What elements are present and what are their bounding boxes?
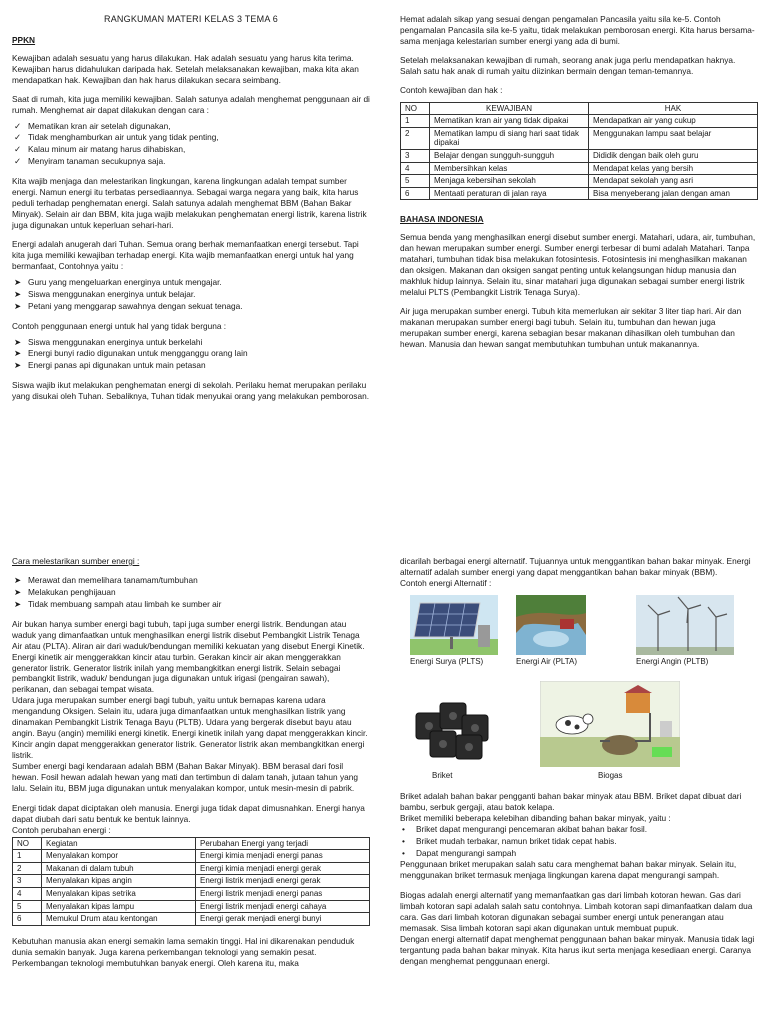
arrow-icon: ➤	[14, 360, 21, 371]
briquette-image	[410, 685, 494, 763]
list-item: ✓ Tidak menghamburkan air untuk yang tidak penting,	[14, 132, 219, 143]
check-icon: ✓	[14, 156, 21, 167]
caption-wind: Energi Angin (PLTB)	[636, 656, 709, 666]
paragraph: Air juga merupakan sumber energi. Tubuh kita memerlukan air sekitar 3 liter tiap hari. Air dan makanan merupakan sumber energi bagi tubuh. Selain itu, tumbuhan dan hewan juga merupakan sumber energi, karena sebagian besar makanan dihasilkan oleh tumbuhan dan hewan. Manusia dan hewan sangat membutuhkan tumbuhan untuk makanannya.	[400, 305, 742, 349]
bullet-icon: •	[402, 847, 405, 858]
paragraph: Penggunaan briket merupakan salah satu cara menghemat bahan bakar minyak. Selain itu, menggunakan briket termasuk menjaga lingkungan karena dapat mengurangi sampah.	[400, 859, 737, 881]
paragraph: Siswa wajib ikut melakukan penghematan energi di sekolah. Perilaku hemat merupakan perilaku yang disukai oleh Tuhan. Sebaliknya, Tuhan tidak menyukai orang yang melakukan pemborosan.	[12, 380, 369, 402]
list-item: ✓ Kalau minum air matang harus dihabiskan,	[14, 144, 186, 155]
table-header-row	[13, 837, 370, 850]
list-item: ➤ Energi panas api digunakan untuk main petasan	[14, 360, 206, 371]
table-row: 1 Mematikan kran air yang tidak dipakai Mendapatkan air yang cukup	[401, 115, 758, 128]
check-icon: ✓	[14, 144, 21, 155]
paragraph: Udara juga merupakan sumber energi bagi tubuh, yaitu untuk bernapas karena udara mengandung Oksigen. Selain itu, udara juga dimanfaatkan untuk menghasilkan listrik yang dinamakan Pembangkit Listrik Tenaga Bayu (PLTB). Udara yang bergerak disebut bayu atau angin. Bayu (angin) memiliki energi kinetik. Energi kinetik inilah yang dapat menggerakkan kincir. Kincir angin dapat menggerakkan generator listrik. Generator listrik akan membangkitkan energi listrik.	[12, 695, 368, 760]
col-kegiatan: Kegiatan	[42, 837, 196, 850]
useful-energy-list	[12, 277, 370, 312]
caption-solar: Energi Surya (PLTS)	[410, 656, 484, 666]
bullet-icon: •	[402, 823, 405, 834]
biogas-image	[540, 681, 680, 767]
wind-turbine-image	[636, 595, 734, 655]
table-row: 6 Memukul Drum atau kentongan Energi gerak menjadi energi bunyi	[13, 913, 370, 926]
arrow-icon: ➤	[14, 276, 21, 287]
paragraph: Energi tidak dapat diciptakan oleh manusia. Energi juga tidak dapat dimusnahkan. Energi hanya dapat diubah dari satu bentuk ke bentuk lainnya.	[12, 802, 365, 824]
paragraph: Contoh kewajiban dan hak :	[400, 84, 503, 95]
ppkn-heading: PPKN	[12, 34, 36, 45]
arrow-icon: ➤	[14, 336, 21, 347]
paragraph: Biogas adalah energi alternatif yang memanfaatkan gas dari limbah kotoran hewan. Gas dari limbah kotoran sapi adalah salah satu contohnya. Limbah kotoran sapi dimanfaatkan dalam dua cara. Gas dari limbah kotoran digunakan sebagai sumber energi untuk penerangan atau memasak. Sisa limbah kotoran sapi akan digunakan untuk membuat pupuk.	[400, 890, 753, 934]
caption-biogas: Biogas	[598, 770, 623, 780]
paragraph: Saat di rumah, kita juga memiliki kewajiban. Salah satunya adalah menghemat penggunaan air di rumah. Menghemat air dapat dilakukan dengan cara :	[12, 93, 370, 115]
table-row: 3 Menyalakan kipas angin Energi listrik menjadi energi gerak	[13, 875, 370, 888]
paragraph: Sumber energi bagi kendaraan adalah BBM (Bahan Bakar Minyak). BBM berasal dari fosil hewan. Fosil hewan adalah hewan yang mati dan tertimbun di dalam tanah, jutaan tahun yang lalu. Selain itu, BBM juga digunakan untuk menyalakan kompor, untuk mesin-mesin di pabrik.	[12, 760, 358, 793]
table-row: 6 Mentaati peraturan di jalan raya Bisa menyeberang jalan dengan aman	[401, 187, 758, 200]
list-item: • Briket dapat mengurangi pencemaran akibat bahan bakar fosil.	[402, 823, 648, 834]
list-item: ➤ Petani yang menggarap sawahnya dengan sekuat tenaga.	[14, 300, 243, 311]
table-row: 3 Belajar dengan sungguh-sungguh Dididik dengan baik oleh guru	[401, 150, 758, 163]
paragraph: Briket memiliki beberapa kelebihan dibanding bahan bakar minyak, yaitu :	[400, 812, 671, 823]
table-row: 2 Makanan di dalam tubuh Energi kimia menjadi energi gerak	[13, 862, 370, 875]
hydro-power-image	[516, 595, 586, 655]
page2-right-column	[400, 556, 758, 975]
caption-briket: Briket	[432, 770, 453, 780]
alternative-energy-gallery	[400, 593, 758, 783]
list-item: ➤ Tidak membuang sampah atau limbah ke sumber air	[14, 598, 222, 609]
arrow-icon: ➤	[14, 586, 21, 597]
paragraph: Semua benda yang menghasilkan energi disebut sumber energi. Matahari, udara, air, tumbuhan, dan hewan merupakan sumber energi. Sumber energi terbesar di bumi adalah Matahari. Tanpa matahari, tumbuhan tidak bisa melakukan fotosintesis. Fotosintesis ini menghasilkan makanan dan oksigen. Makanan dan oksigen sangat penting untuk kelangsungan hidup manusia dan makhluk hidup lainnya. Selain itu, sinar matahari juga digunakan sebagai sumber energi listrik melalui PLTS (Pembangkit Listrik Tenaga Surya).	[400, 232, 756, 297]
conservation-list	[12, 575, 370, 610]
paragraph: Dengan energi alternatif dapat menghemat penggunaan bahan bakar minyak. Manusia tidak lagi tergantung pada bahan bakar minyak. Kita harus ikut serta menjaga kesediaan energi. Caranya dengan menghemat penggunaan energi.	[400, 934, 755, 966]
list-item: ✓ Menyiram tanaman secukupnya saja.	[14, 156, 166, 167]
col-kewajiban: KEWAJIBAN	[430, 102, 589, 115]
list-item: ✓ Mematikan kran air setelah digunakan,	[14, 120, 171, 131]
table-row: 5 Menjaga kebersihan sekolah Mendapat sekolah yang asri	[401, 175, 758, 188]
col-perubahan: Perubahan Energi yang terjadi	[196, 837, 370, 850]
list-item: • Briket mudah terbakar, namun briket tidak cepat habis.	[402, 835, 617, 846]
check-icon: ✓	[14, 132, 21, 143]
paragraph: Hemat adalah sikap yang sesuai dengan pengamalan Pancasila yaitu sila ke-5. Contoh pengamalan Pancasila sila ke-5 yaitu, tidak melakukan pemborosan energi. Kita harus bersama-sama menjaga kelestarian sumber energi yang ada di bumi.	[400, 14, 755, 46]
list-item: ➤ Guru yang mengeluarkan energinya untuk mengajar.	[14, 276, 222, 287]
list-item: ➤ Merawat dan memelihara tanamam/tumbuhan	[14, 574, 198, 585]
page-title: RANGKUMAN MATERI KELAS 3 TEMA 6	[104, 14, 278, 24]
arrow-icon: ➤	[14, 300, 21, 311]
briket-advantages-list	[400, 824, 758, 859]
check-icon: ✓	[14, 120, 21, 131]
caption-hydro: Energi Air (PLTA)	[516, 656, 578, 666]
page2-left-column	[12, 556, 370, 977]
arrow-icon: ➤	[14, 348, 21, 359]
paragraph: Contoh penggunaan energi untuk hal yang tidak berguna :	[12, 320, 227, 331]
bahasa-heading: BAHASA INDONESIA	[400, 214, 484, 225]
paragraph: Kita wajib menjaga dan melestarikan lingkungan, karena lingkungan adalah tempat sumber energi. Namun energi itu terbatas persediaannya. Sebagai warga negara yang baik, kita harus peduli terhadap penghematan energi. Salah satunya adalah menghemat BBM (Bahan Bakar Minyak). Selain air dan BBM, kita juga wajib melakukan penghematan energi listrik, karena listrik juga digunakan untuk keperluan sehari-hari.	[12, 176, 367, 230]
table-row: 1 Menyalakan kompor Energi kimia menjadi energi panas	[13, 850, 370, 863]
list-item: ➤ Siswa menggunakan energinya untuk belajar.	[14, 288, 196, 299]
paragraph: Kebutuhan manusia akan energi semakin lama semakin tinggi. Hal ini dikarenakan penduduk dunia semakin banyak. Juga karena perkembangan teknologi yang semakin pesat. Perkembangan teknologi membutuhkan banyak energi. Oleh karena itu, maka	[12, 935, 355, 968]
table-row: 5 Menyalakan kipas lampu Energi listrik menjadi energi cahaya	[13, 900, 370, 913]
table-row: 2 Mematikan lampu di siang hari saat tidak dipakai Menggunakan lampu saat belajar	[401, 127, 758, 149]
list-item: • Dapat mengurangi sampah	[402, 847, 517, 858]
list-item: ➤ Melakukan penghijauan	[14, 586, 116, 597]
list-item: ➤ Siswa menggunakan energinya untuk berkelahi	[14, 336, 203, 347]
list-item: ➤ Energi bunyi radio digunakan untuk mengganggu orang lain	[14, 348, 248, 359]
arrow-icon: ➤	[14, 598, 21, 609]
arrow-icon: ➤	[14, 288, 21, 299]
paragraph: Air bukan hanya sumber energi bagi tubuh, tapi juga sumber energi listrik. Bendungan atau waduk yang dimanfaatkan untuk menghasilkan energi listrik disebut Pembangkit Listrik Tenaga Air atau (PLTA). Aliran air dari waduk/bendungan memiliki kekuatan yang disebut Energi Kinetik. Energi kinetik air menggerakkan kincir atau turbin. Gerakan kincir air akan menggerakkan generator listrik. Generator listrik inilah yang membangkitkan energi listrik. Selain sebagai pembangkit listrik, waduk/ bendungan juga digunakan untuk irigasi (pengairan sawah), perikanan, dan sebagai tempat wisata.	[12, 618, 365, 695]
page1-right-column	[400, 14, 758, 358]
bullet-icon: •	[402, 835, 405, 846]
table-header-row	[401, 102, 758, 115]
water-saving-list	[12, 121, 370, 168]
col-hak: HAK	[589, 102, 758, 115]
paragraph: Energi adalah anugerah dari Tuhan. Semua orang berhak memanfaatkan energi tersebut. Tapi kita juga memiliki kewajiban terhadap energi. Kita wajib memanfaatkan energi untuk hal yang bermanfaat, Contohnya yaitu :	[12, 238, 359, 271]
paragraph: dicarilah berbagai energi alternatif. Tujuannya untuk menggantikan bahan bakar minyak. Energi alternatif adalah sumber energi yang dapat menggantikan bahan bakar minyak (BBM).	[400, 556, 751, 577]
paragraph: Setelah melaksanakan kewajiban di rumah, seorang anak juga perlu mendapatkan haknya. Salah satu hak anak di rumah yaitu diizinkan bermain dengan teman-temannya.	[400, 54, 736, 76]
page1-left-column	[12, 14, 370, 410]
rights-duties-table	[400, 102, 758, 201]
table-row: 4 Menyalakan kipas setrika Energi listrik menjadi energi panas	[13, 887, 370, 900]
conservation-heading: Cara melestarikan sumber energi :	[12, 556, 140, 566]
paragraph: Kewajiban adalah sesuatu yang harus dilakukan. Hak adalah sesuatu yang harus kita terima. Kewajiban harus didahulukan daripada hak. Setelah melaksanakan kewajiban, maka kita akan mendapatkan hak. Kewajiban dan hak harus dilakukan secara seimbang.	[12, 52, 359, 85]
col-no: NO	[401, 102, 430, 115]
useless-energy-list	[12, 337, 370, 372]
col-no: NO	[13, 837, 42, 850]
solar-panel-image	[410, 595, 498, 655]
paragraph: Contoh perubahan energi :	[12, 824, 111, 835]
paragraph: Contoh energi Alternatif :	[400, 577, 492, 588]
table-row: 4 Membersihkan kelas Mendapat kelas yang bersih	[401, 162, 758, 175]
energy-change-table	[12, 837, 370, 926]
paragraph: Briket adalah bahan bakar pengganti bahan bakar minyak atau BBM. Briket dapat dibuat dari bambu, serbuk gergaji, atau batok kelapa.	[400, 790, 742, 812]
arrow-icon: ➤	[14, 574, 21, 585]
